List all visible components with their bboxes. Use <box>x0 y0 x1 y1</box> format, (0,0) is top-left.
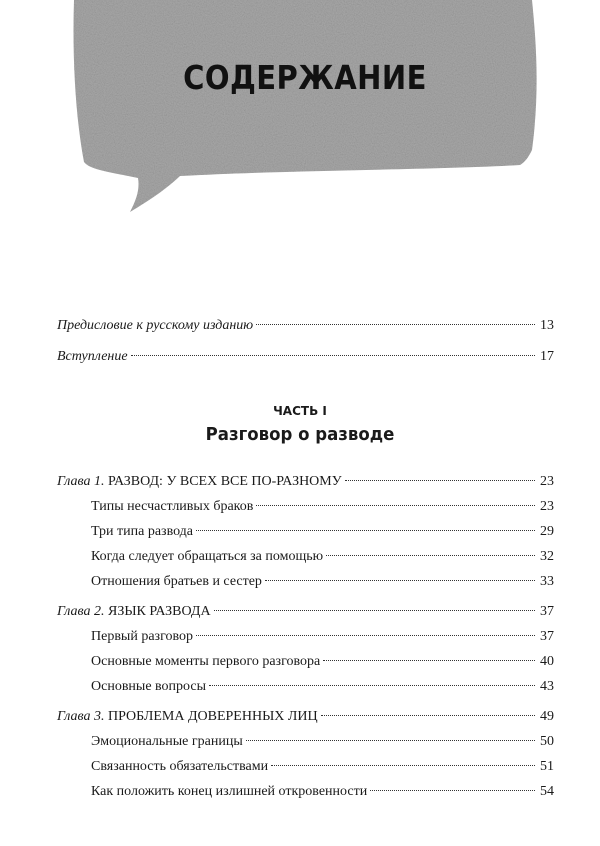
toc-entry-page: 33 <box>540 574 554 589</box>
toc-section[interactable] <box>57 572 554 592</box>
dot-leader <box>209 685 535 686</box>
toc-entry-page: 49 <box>540 709 554 724</box>
toc-entry-title: Предисловие к русскому изданию <box>57 318 254 333</box>
dot-leader <box>323 660 535 661</box>
toc-section[interactable] <box>57 732 554 752</box>
toc-entry-page: 50 <box>540 734 554 749</box>
dot-leader <box>345 480 535 481</box>
toc-entry-page: 51 <box>540 759 554 774</box>
toc-entry-page: 43 <box>540 679 554 694</box>
part-title: Разговор о разводе <box>205 424 395 445</box>
toc-entry-page: 17 <box>540 349 554 364</box>
toc-section[interactable] <box>57 497 554 517</box>
page-title: СОДЕРЖАНИЕ <box>183 58 427 97</box>
toc-section[interactable] <box>57 782 554 802</box>
part-label: ЧАСТЬ I <box>273 404 327 418</box>
toc-section-title: Первый разговор <box>91 629 193 644</box>
dot-leader <box>370 790 535 791</box>
toc-entry-page: 29 <box>540 524 554 539</box>
toc-section-title: Типы несчастливых браков <box>91 499 254 514</box>
dot-leader <box>271 765 535 766</box>
toc-entry-page: 13 <box>540 318 554 333</box>
toc-section-title: Отношения братьев и сестер <box>91 574 262 589</box>
dot-leader <box>246 740 535 741</box>
toc-section-title: Когда следует обращаться за помощью <box>91 549 324 564</box>
dot-leader <box>196 530 535 531</box>
chapter-label: Глава 2. <box>57 604 105 619</box>
toc-section-title: Связанность обязательствами <box>91 759 269 774</box>
toc-entry-introduction[interactable] <box>57 347 554 367</box>
chapter-title: ПРОБЛЕМА ДОВЕРЕННЫХ ЛИЦ <box>107 709 318 724</box>
chapter-label: Глава 1. <box>57 474 105 489</box>
toc-entry-page: 37 <box>540 604 554 619</box>
toc-section[interactable] <box>57 677 554 697</box>
toc-entry-preface[interactable] <box>57 316 554 336</box>
chapter-label: Глава 3. <box>57 709 105 724</box>
toc-section-title: Основные вопросы <box>91 679 207 694</box>
dot-leader <box>214 610 535 611</box>
dot-leader <box>256 505 535 506</box>
toc-section[interactable] <box>57 627 554 647</box>
dot-leader <box>321 715 535 716</box>
dot-leader <box>326 555 535 556</box>
toc-section[interactable] <box>57 757 554 777</box>
toc-entry-page: 54 <box>540 784 554 799</box>
dot-leader <box>265 580 535 581</box>
toc-entry-page: 23 <box>540 474 554 489</box>
dot-leader <box>256 324 535 325</box>
dot-leader <box>131 355 535 356</box>
toc-chapter-3[interactable] <box>57 707 554 727</box>
chapter-title: ЯЗЫК РАЗВОДА <box>107 604 211 619</box>
toc-section-title: Три типа развода <box>91 524 194 539</box>
toc-chapter-1[interactable] <box>57 472 554 492</box>
toc-section[interactable] <box>57 652 554 672</box>
toc-entry-page: 23 <box>540 499 554 514</box>
toc-section-title: Основные моменты первого разговора <box>91 654 321 669</box>
toc-entry-title: Вступление <box>57 349 128 364</box>
toc-section[interactable] <box>57 547 554 567</box>
toc-chapter-2[interactable] <box>57 602 554 622</box>
title-speech-bubble <box>70 0 540 215</box>
toc-entry-page: 40 <box>540 654 554 669</box>
chapter-title: РАЗВОД: У ВСЕХ ВСЕ ПО-РАЗНОМУ <box>107 474 342 489</box>
toc-section[interactable] <box>57 522 554 542</box>
toc-entry-page: 32 <box>540 549 554 564</box>
speech-bubble-icon <box>70 0 540 215</box>
toc-section-title: Как положить конец излишней откровенности <box>91 784 368 799</box>
dot-leader <box>196 635 535 636</box>
toc-section-title: Эмоциональные границы <box>91 734 243 749</box>
toc-entry-page: 37 <box>540 629 554 644</box>
